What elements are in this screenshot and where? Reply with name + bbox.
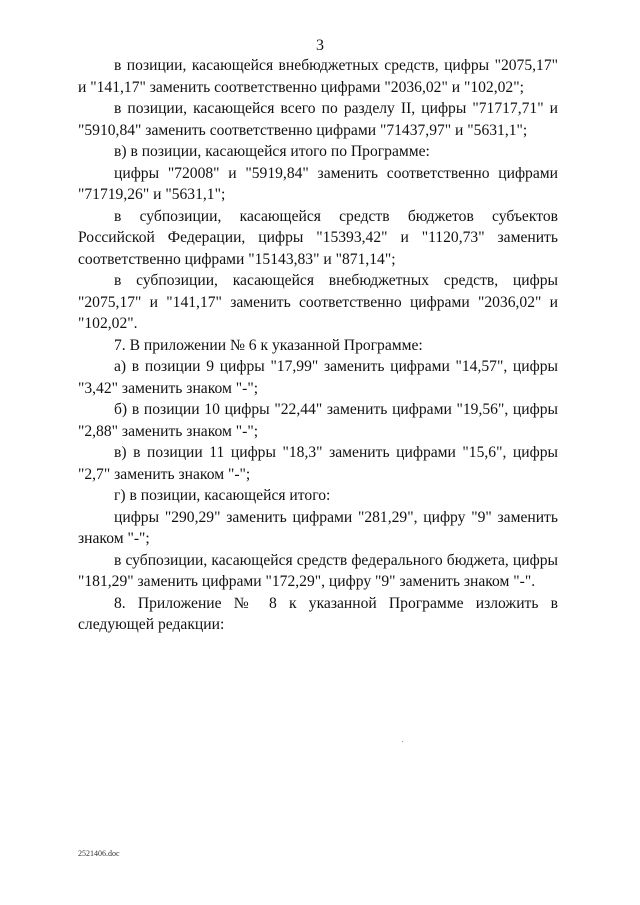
- paragraph-federal-budget: в субпозиции, касающейся средств федерального бюджета, цифры "181,29" заменить цифрами "172,29", цифру "9" заменить знаком "-".: [78, 551, 558, 590]
- paragraph-program-total-figures: цифры "72008" и "5919,84" заменить соответственно цифрами "71719,26" и "5631,1";: [78, 164, 558, 203]
- paragraph-extrabudgetary-funds: в позиции, касающейся внебюджетных средств, цифры "2075,17" и "141,17" заменить соответственно цифрами "2036,02" и "102,02";: [78, 57, 558, 96]
- paragraph-item-7v: в) в позиции 11 цифры "18,3" заменить цифрами "15,6", цифры "2,7" заменить знаком "-";: [78, 444, 558, 483]
- footer-filename: 2521406.doc: [78, 849, 120, 858]
- paragraph-item-7b: б) в позиции 10 цифры "22,44" заменить цифрами "19,56", цифры "2,88" заменить знаком "-";: [78, 401, 558, 440]
- paragraph-item-7g-figures: цифры "290,29" заменить цифрами "281,29", цифру "9" заменить знаком "-";: [78, 508, 558, 547]
- document-body: [78, 55, 558, 636]
- paragraph-regional-budgets: в субпозиции, касающейся средств бюджетов субъектов Российской Федерации, цифры "15393,42" и "1120,73" заменить соответственно цифрами "15143,83" и "871,14";: [78, 207, 558, 268]
- paragraph-section-ii-total: в позиции, касающейся всего по разделу II, цифры "71717,71" и "5910,84" заменить соответственно цифрами "71437,97" и "5631,1";: [78, 100, 558, 139]
- paragraph-item-7g-heading: г) в позиции, касающейся итого:: [114, 487, 331, 504]
- paragraph-program-total-heading: в) в позиции, касающейся итого по Программе:: [114, 143, 430, 160]
- paragraph-item-7-heading: 7. В приложении № 6 к указанной Программе:: [114, 336, 423, 354]
- paragraph-extrabudgetary-subposition: в субпозиции, касающейся внебюджетных средств, цифры "2075,17" и "141,17" заменить соответственно цифрами "2036,02" и "102,02".: [78, 272, 558, 332]
- scan-speck: [402, 741, 403, 742]
- paragraph-item-8: 8. Приложение № 8 к указанной Программе изложить в следующей редакции:: [78, 594, 558, 633]
- page-number: 3: [316, 37, 324, 54]
- paragraph-item-7a: а) в позиции 9 цифры "17,99" заменить цифрами "14,57", цифры "3,42" заменить знаком "-";: [78, 358, 558, 397]
